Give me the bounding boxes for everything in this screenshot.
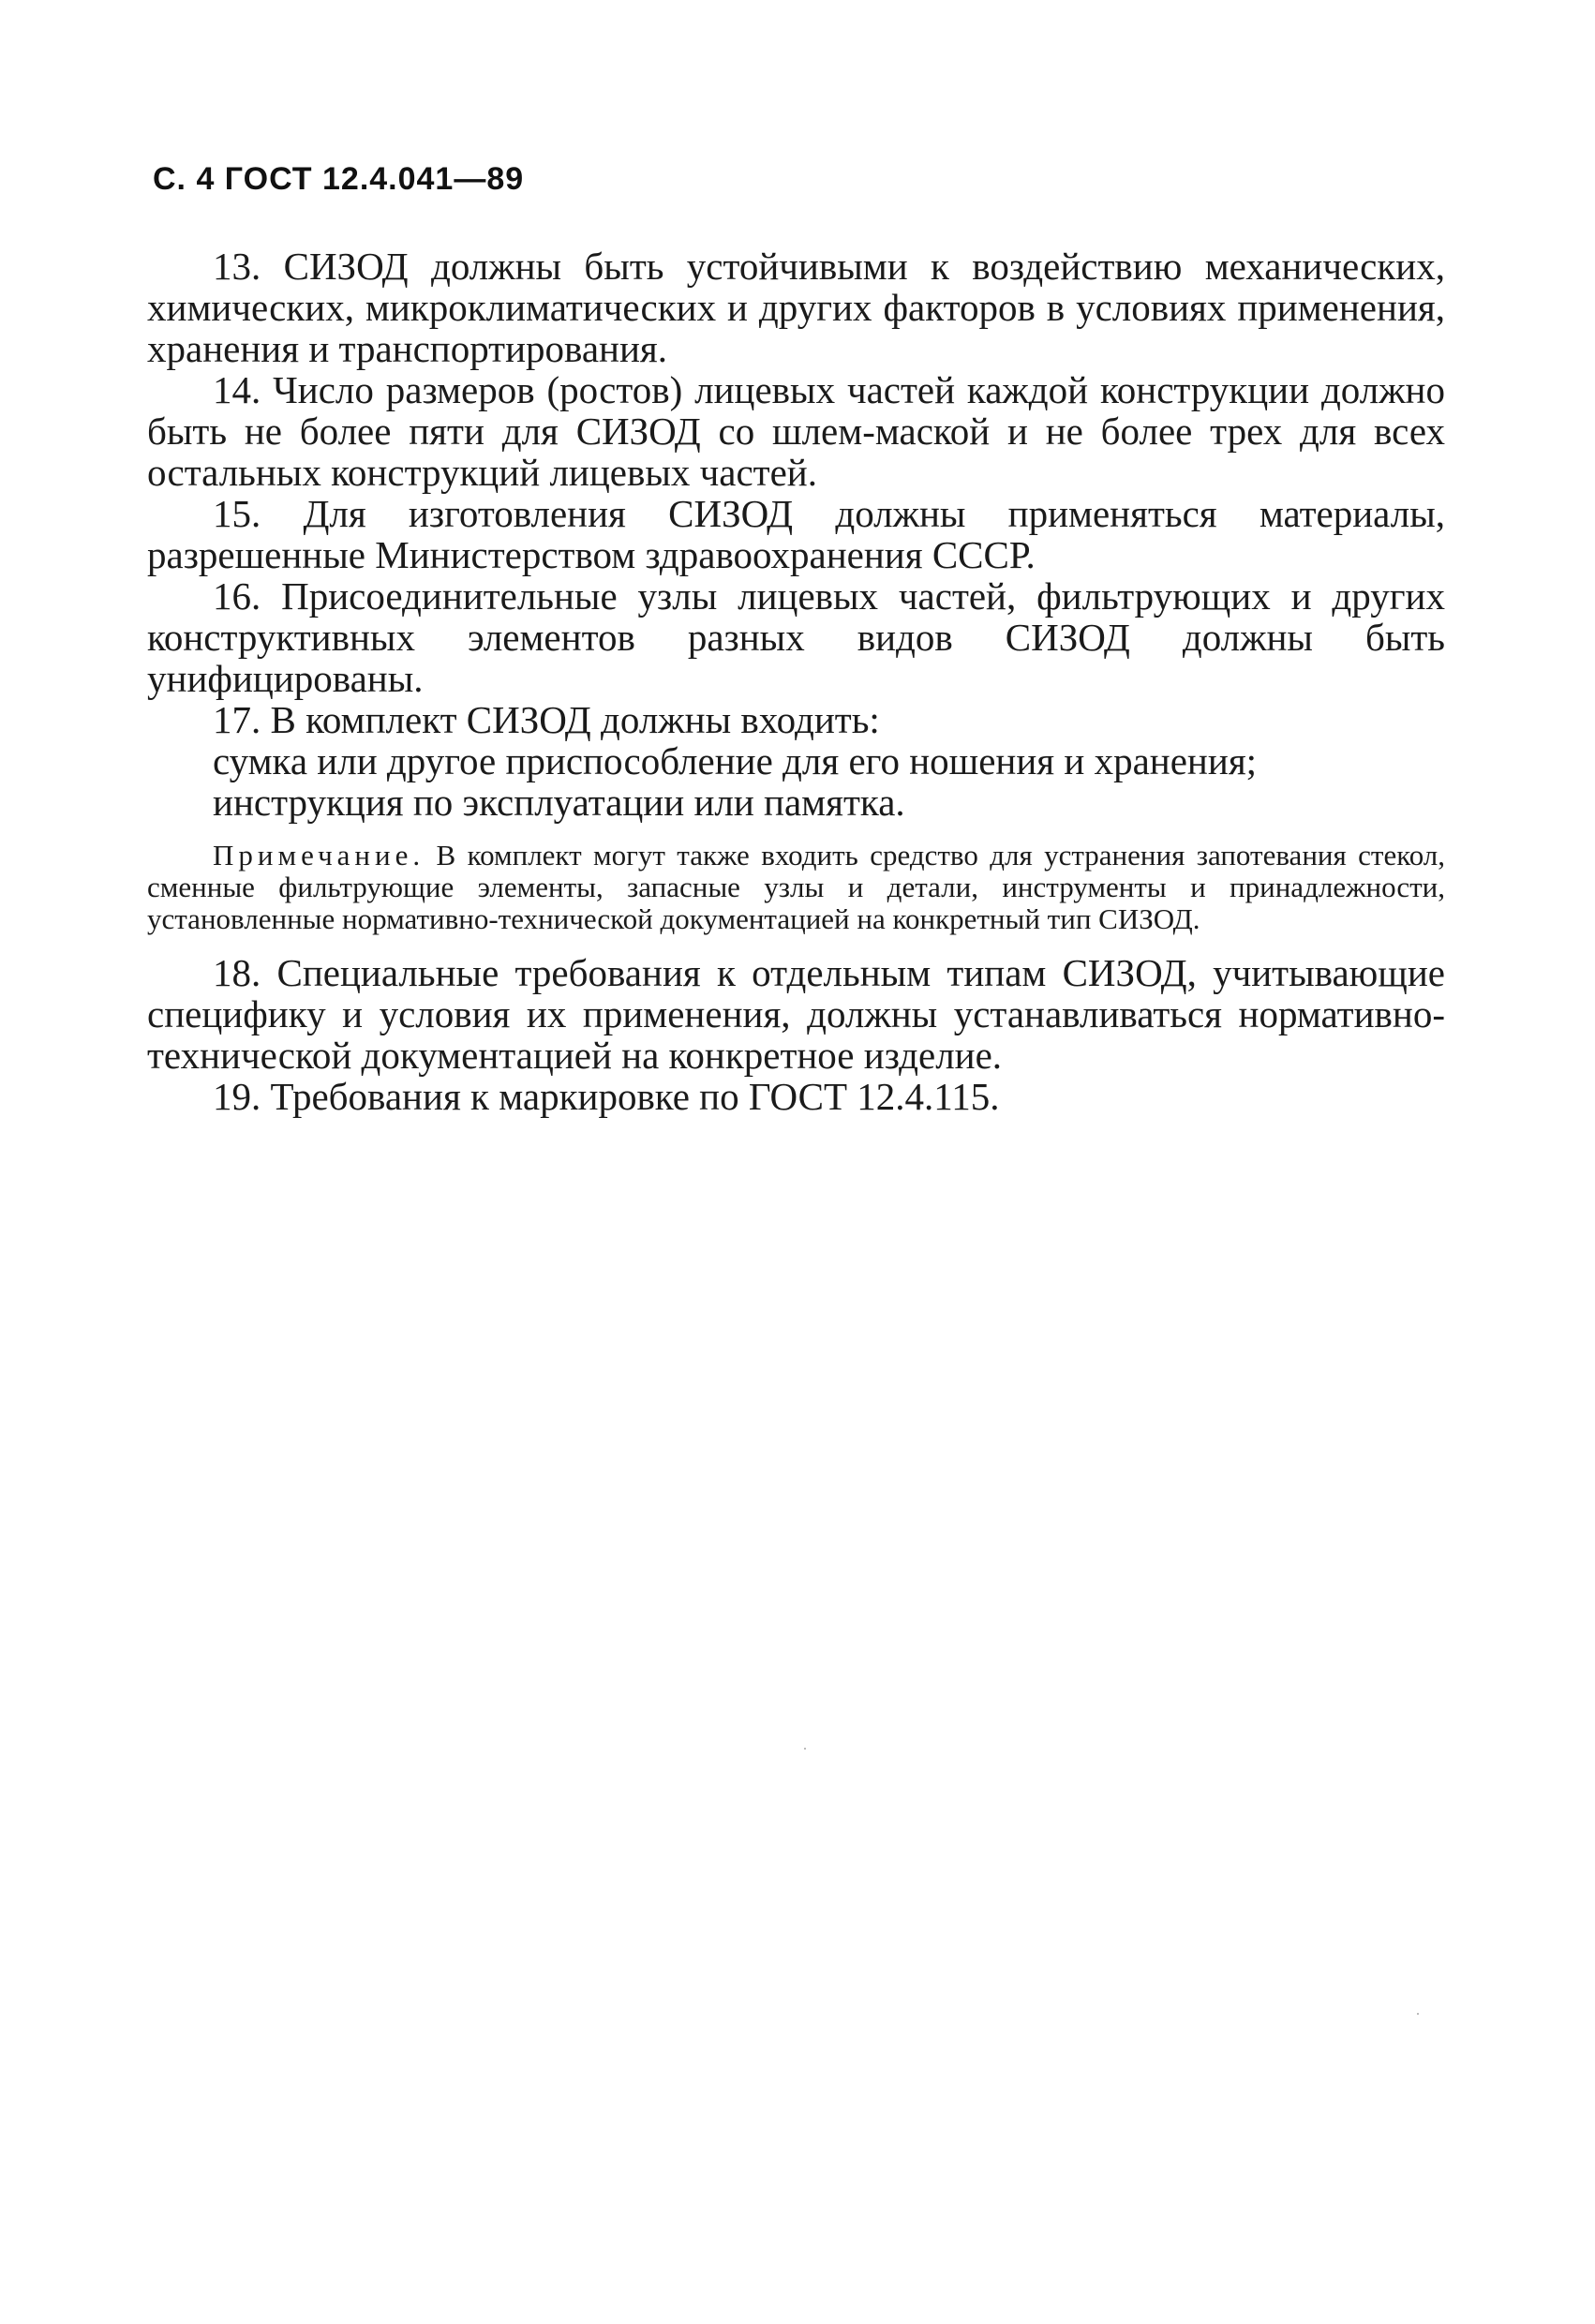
clause-13: 13. СИЗОД должны быть устойчивыми к воздействию механических, химических, микроклиматических и других факторов в условиях применения, хранения и транспортирования.	[147, 245, 1445, 370]
note-label: Примечание.	[213, 839, 425, 872]
clause-14: 14. Число размеров (ростов) лицевых частей каждой конструкции должно быть не более пяти для СИЗОД со шлем-маской и не более трех для всех остальных конструкций лицевых частей.	[147, 368, 1445, 494]
clause-18: 18. Специальные требования к отдельным типам СИЗОД, учитывающие специфику и условия их применения, должны устанавливаться нормативно-технической документацией на конкретное изделие.	[147, 951, 1445, 1077]
note	[147, 840, 1445, 935]
scan-speck	[1417, 2013, 1419, 2015]
clause-17: 17. В комплект СИЗОД должны входить:	[213, 698, 880, 741]
clause-16: 16. Присоединительные узлы лицевых частей, фильтрующих и других конструктивных элементов разных видов СИЗОД должны быть унифицированы.	[147, 574, 1445, 700]
clause-15: 15. Для изготовления СИЗОД должны применяться материалы, разрешенные Министерством здравоохранения СССР.	[147, 492, 1445, 576]
scan-speck	[804, 1748, 806, 1750]
document-body	[147, 246, 1445, 1117]
kit-item-instructions: инструкция по эксплуатации или памятка.	[213, 781, 905, 824]
clause-19: 19. Требования к маркировке по ГОСТ 12.4.115.	[213, 1075, 1000, 1118]
note-text: В комплект могут также входить средство для устранения запотевания стекол, сменные фильтрующие элементы, запасные узлы и детали, инструменты и принадлежности, установленные нормативно-технической документацией на конкретный тип СИЗОД.	[147, 839, 1446, 935]
page-header: С. 4 ГОСТ 12.4.041—89	[153, 161, 525, 197]
kit-item-bag: сумка или другое приспособление для его ношения и хранения;	[213, 739, 1258, 782]
